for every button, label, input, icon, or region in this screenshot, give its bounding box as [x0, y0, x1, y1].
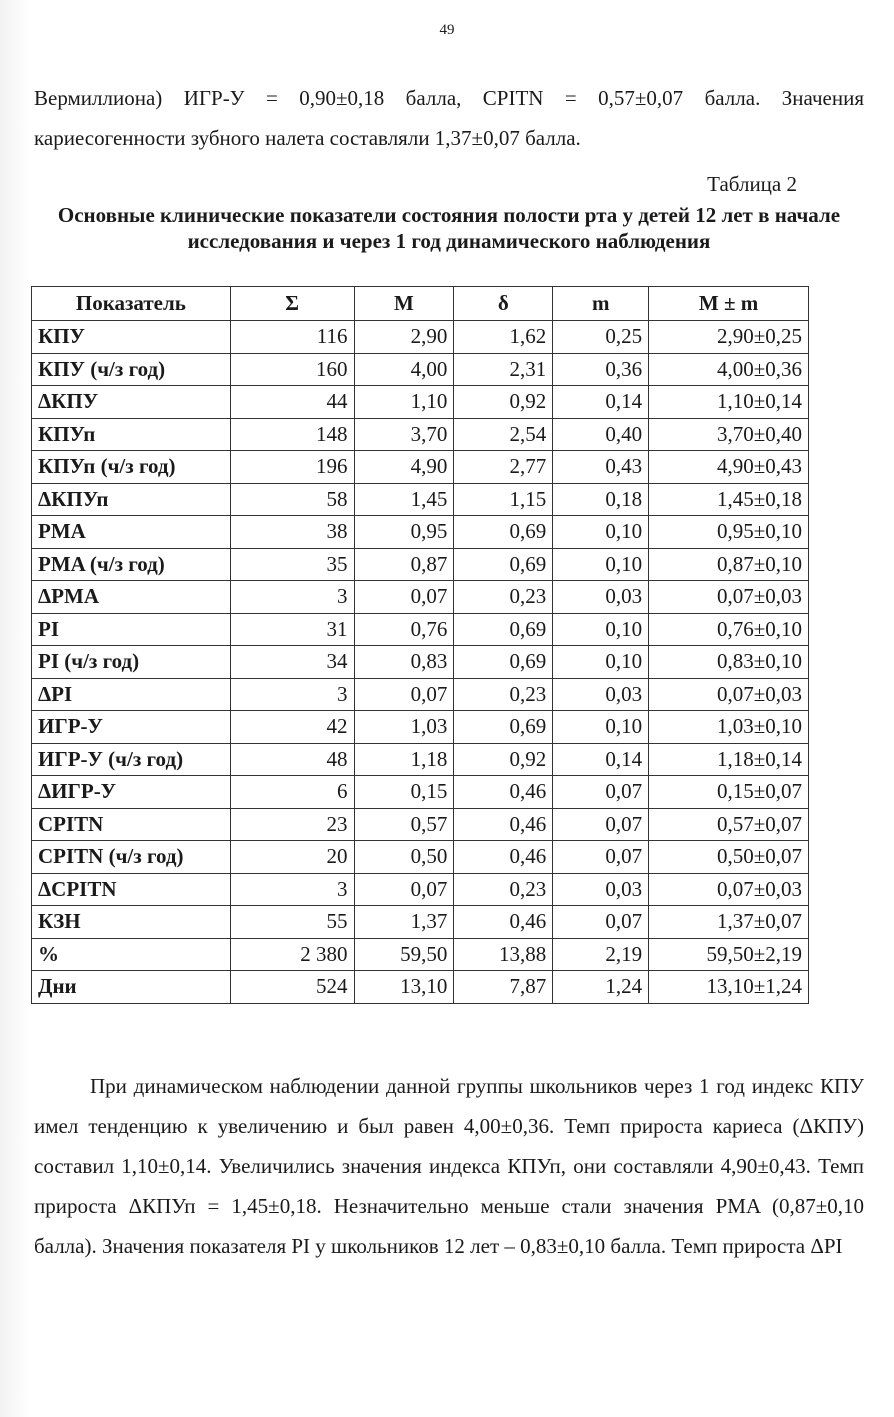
cell-indicator: ΔИГР-У	[32, 776, 231, 809]
table-row	[32, 646, 809, 679]
cell-mean: 0,87	[354, 548, 454, 581]
cell-std-error: 0,03	[553, 873, 649, 906]
cell-mean: 0,95	[354, 516, 454, 549]
cell-sum: 3	[230, 678, 354, 711]
cell-mean-pm-error: 0,07±0,03	[649, 873, 809, 906]
cell-mean-pm-error: 1,03±0,10	[649, 711, 809, 744]
cell-mean: 0,50	[354, 841, 454, 874]
cell-sum: 44	[230, 386, 354, 419]
cell-mean-pm-error: 4,90±0,43	[649, 451, 809, 484]
table-row	[32, 483, 809, 516]
cell-mean-pm-error: 0,07±0,03	[649, 581, 809, 614]
cell-mean-pm-error: 2,90±0,25	[649, 321, 809, 354]
cell-indicator: ΔCPITN	[32, 873, 231, 906]
cell-mean: 1,37	[354, 906, 454, 939]
cell-indicator: PMA (ч/з год)	[32, 548, 231, 581]
cell-sum: 34	[230, 646, 354, 679]
cell-mean: 0,07	[354, 678, 454, 711]
cell-mean-pm-error: 0,83±0,10	[649, 646, 809, 679]
cell-std-dev: 0,46	[454, 776, 553, 809]
table-row	[32, 581, 809, 614]
cell-indicator: ИГР-У	[32, 711, 231, 744]
cell-sum: 35	[230, 548, 354, 581]
cell-indicator: PI	[32, 613, 231, 646]
cell-indicator: %	[32, 938, 231, 971]
cell-mean-pm-error: 4,00±0,36	[649, 353, 809, 386]
cell-mean-pm-error: 0,07±0,03	[649, 678, 809, 711]
cell-std-error: 0,07	[553, 776, 649, 809]
cell-std-dev: 2,54	[454, 418, 553, 451]
table-row	[32, 418, 809, 451]
cell-mean: 3,70	[354, 418, 454, 451]
table-row	[32, 678, 809, 711]
cell-sum: 196	[230, 451, 354, 484]
cell-std-dev: 0,46	[454, 808, 553, 841]
cell-indicator: ΔPMA	[32, 581, 231, 614]
bottom-paragraph: При динамическом наблюдении данной группы школьников через 1 год индекс КПУ имел тенденцию к увеличению и был равен 4,00±0,36. Темп прироста кариеса (ΔКПУ) составил 1,10±0,14. Увеличились значения индекса КПУп, они составляли 4,90±0,43. Темп прироста ΔКПУп = 1,45±0,18. Незначительно меньше стали значения PMA (0,87±0,10 балла). Значения показателя PI у школьников 12 лет – 0,83±0,10 балла. Темп прироста ΔPI	[34, 1074, 864, 1258]
cell-std-error: 0,40	[553, 418, 649, 451]
cell-indicator: КПУ	[32, 321, 231, 354]
cell-std-dev: 0,69	[454, 711, 553, 744]
cell-std-error: 0,07	[553, 906, 649, 939]
cell-sum: 116	[230, 321, 354, 354]
cell-mean-pm-error: 1,37±0,07	[649, 906, 809, 939]
cell-mean: 0,07	[354, 581, 454, 614]
cell-std-error: 0,18	[553, 483, 649, 516]
table-row	[32, 386, 809, 419]
top-paragraph: Вермиллиона) ИГР-У = 0,90±0,18 балла, CPITN = 0,57±0,07 балла. Значения кариесогенности зубного налета составляли 1,37±0,07 балла.	[34, 86, 864, 150]
cell-std-dev: 0,46	[454, 906, 553, 939]
cell-mean: 1,45	[354, 483, 454, 516]
header-indicator: Показатель	[32, 287, 231, 321]
cell-std-dev: 0,69	[454, 646, 553, 679]
cell-mean: 1,18	[354, 743, 454, 776]
cell-mean-pm-error: 13,10±1,24	[649, 971, 809, 1004]
table-row	[32, 711, 809, 744]
cell-sum: 160	[230, 353, 354, 386]
cell-sum: 31	[230, 613, 354, 646]
cell-std-dev: 0,69	[454, 613, 553, 646]
cell-mean: 1,10	[354, 386, 454, 419]
cell-mean: 1,03	[354, 711, 454, 744]
cell-mean-pm-error: 0,57±0,07	[649, 808, 809, 841]
cell-indicator: PI (ч/з год)	[32, 646, 231, 679]
cell-std-error: 0,03	[553, 581, 649, 614]
cell-sum: 20	[230, 841, 354, 874]
cell-mean-pm-error: 0,76±0,10	[649, 613, 809, 646]
table-row	[32, 321, 809, 354]
cell-mean: 0,57	[354, 808, 454, 841]
cell-std-dev: 13,88	[454, 938, 553, 971]
cell-std-error: 0,14	[553, 743, 649, 776]
cell-indicator: КПУ (ч/з год)	[32, 353, 231, 386]
cell-std-dev: 0,92	[454, 743, 553, 776]
cell-sum: 38	[230, 516, 354, 549]
cell-std-error: 0,10	[553, 516, 649, 549]
cell-indicator: CPITN	[32, 808, 231, 841]
cell-std-dev: 7,87	[454, 971, 553, 1004]
cell-std-error: 0,10	[553, 711, 649, 744]
table-row	[32, 906, 809, 939]
cell-sum: 3	[230, 581, 354, 614]
cell-std-error: 0,36	[553, 353, 649, 386]
cell-std-dev: 2,31	[454, 353, 553, 386]
header-std-error: m	[553, 287, 649, 321]
cell-std-dev: 0,23	[454, 581, 553, 614]
table-caption: Таблица 2	[707, 172, 797, 196]
header-mean-pm-error: M ± m	[649, 287, 809, 321]
cell-std-error: 0,10	[553, 646, 649, 679]
cell-std-dev: 0,23	[454, 873, 553, 906]
cell-mean: 0,76	[354, 613, 454, 646]
cell-std-dev: 0,69	[454, 516, 553, 549]
cell-sum: 23	[230, 808, 354, 841]
cell-mean: 59,50	[354, 938, 454, 971]
table-row	[32, 743, 809, 776]
table-row	[32, 548, 809, 581]
cell-std-dev: 1,62	[454, 321, 553, 354]
cell-std-dev: 0,69	[454, 548, 553, 581]
cell-indicator: PMA	[32, 516, 231, 549]
clinical-indicators-table	[31, 286, 809, 1004]
cell-std-dev: 0,92	[454, 386, 553, 419]
cell-mean-pm-error: 0,15±0,07	[649, 776, 809, 809]
header-sum: Σ	[230, 287, 354, 321]
cell-mean-pm-error: 1,10±0,14	[649, 386, 809, 419]
cell-indicator: ΔКПУп	[32, 483, 231, 516]
cell-sum: 42	[230, 711, 354, 744]
cell-indicator: КЗН	[32, 906, 231, 939]
cell-mean: 4,90	[354, 451, 454, 484]
cell-mean-pm-error: 0,87±0,10	[649, 548, 809, 581]
table-row	[32, 938, 809, 971]
header-std-dev: δ	[454, 287, 553, 321]
page-number: 49	[439, 22, 455, 38]
cell-mean-pm-error: 1,18±0,14	[649, 743, 809, 776]
cell-mean-pm-error: 1,45±0,18	[649, 483, 809, 516]
cell-std-error: 0,07	[553, 808, 649, 841]
cell-sum: 6	[230, 776, 354, 809]
table-header-row	[32, 287, 809, 321]
table-row	[32, 451, 809, 484]
table-row	[32, 516, 809, 549]
cell-sum: 524	[230, 971, 354, 1004]
cell-std-dev: 2,77	[454, 451, 553, 484]
table-row	[32, 353, 809, 386]
cell-std-error: 0,25	[553, 321, 649, 354]
cell-indicator: ΔКПУ	[32, 386, 231, 419]
cell-mean: 2,90	[354, 321, 454, 354]
cell-indicator: КПУп	[32, 418, 231, 451]
scan-edge-shadow	[0, 0, 30, 1417]
cell-mean-pm-error: 0,95±0,10	[649, 516, 809, 549]
cell-std-dev: 0,46	[454, 841, 553, 874]
cell-sum: 3	[230, 873, 354, 906]
cell-mean: 4,00	[354, 353, 454, 386]
cell-mean: 0,83	[354, 646, 454, 679]
table-row	[32, 808, 809, 841]
cell-sum: 58	[230, 483, 354, 516]
cell-std-error: 0,43	[553, 451, 649, 484]
cell-mean: 13,10	[354, 971, 454, 1004]
table-title: Основные клинические показатели состояния полости рта у детей 12 лет в начале исследования и через 1 год динамического наблюдения	[57, 203, 841, 253]
cell-std-error: 0,10	[553, 613, 649, 646]
cell-std-dev: 0,23	[454, 678, 553, 711]
cell-indicator: Дни	[32, 971, 231, 1004]
cell-indicator: КПУп (ч/з год)	[32, 451, 231, 484]
cell-mean-pm-error: 0,50±0,07	[649, 841, 809, 874]
cell-indicator: ΔPI	[32, 678, 231, 711]
cell-indicator: ИГР-У (ч/з год)	[32, 743, 231, 776]
table-row	[32, 613, 809, 646]
cell-mean-pm-error: 3,70±0,40	[649, 418, 809, 451]
cell-sum: 48	[230, 743, 354, 776]
cell-std-error: 0,03	[553, 678, 649, 711]
header-mean: M	[354, 287, 454, 321]
cell-std-error: 0,10	[553, 548, 649, 581]
cell-mean: 0,07	[354, 873, 454, 906]
cell-std-dev: 1,15	[454, 483, 553, 516]
cell-sum: 148	[230, 418, 354, 451]
cell-std-error: 1,24	[553, 971, 649, 1004]
cell-std-error: 0,07	[553, 841, 649, 874]
table-row	[32, 873, 809, 906]
cell-mean-pm-error: 59,50±2,19	[649, 938, 809, 971]
cell-std-error: 2,19	[553, 938, 649, 971]
cell-mean: 0,15	[354, 776, 454, 809]
table-row	[32, 776, 809, 809]
cell-sum: 55	[230, 906, 354, 939]
cell-indicator: CPITN (ч/з год)	[32, 841, 231, 874]
table-row	[32, 971, 809, 1004]
cell-sum: 2 380	[230, 938, 354, 971]
cell-std-error: 0,14	[553, 386, 649, 419]
table-row	[32, 841, 809, 874]
